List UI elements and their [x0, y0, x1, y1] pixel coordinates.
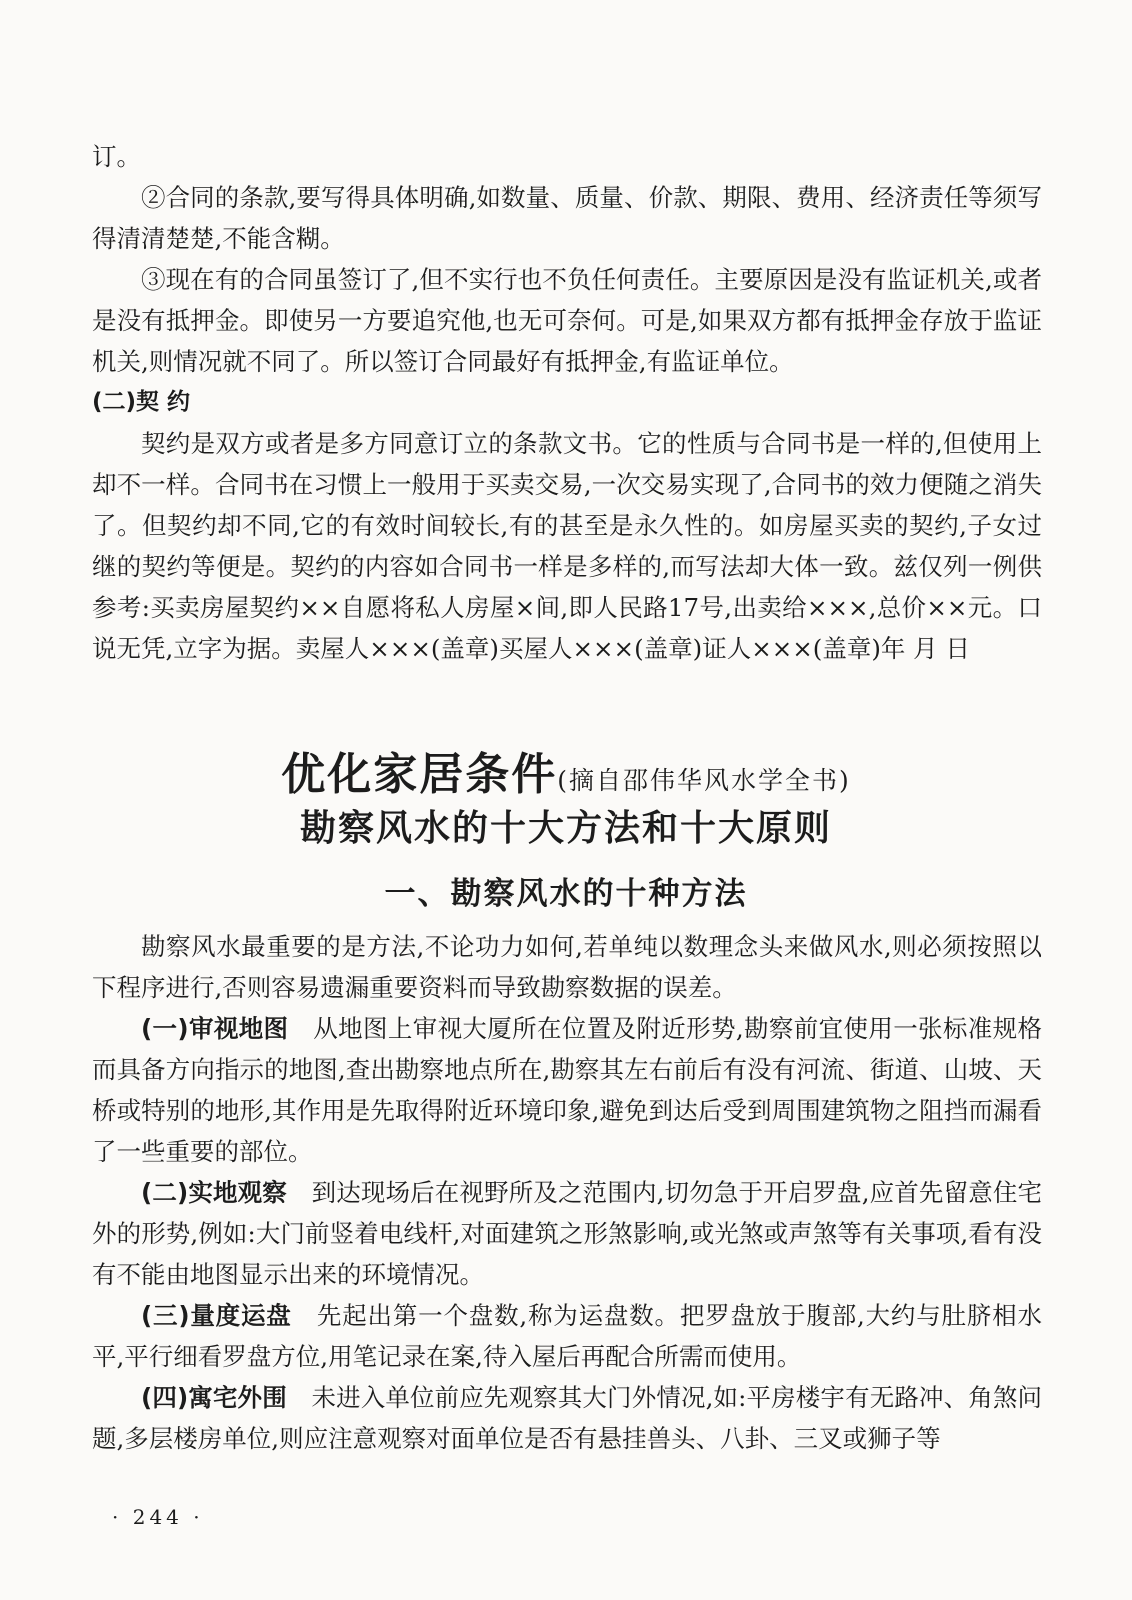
main-title: 优化家居条件 [281, 749, 558, 800]
item-text: 未进入单位前应先观察其大门外情况,如:平房楼宇有无路冲、角煞问题,多层楼房单位,则应注意观察对面单位是否有悬挂兽头、八卦、三叉或狮子等 [92, 1383, 1042, 1453]
item-lead: (四)寓宅外围 [141, 1383, 287, 1412]
list-item [92, 1172, 1042, 1295]
item-text: 先起出第一个盘数,称为运盘数。把罗盘放于腹部,大约与肚脐相水平,平行细看罗盘方位,用笔记录在案,待入屋后再配合所需而使用。 [92, 1301, 1042, 1371]
item-text: 从地图上审视大厦所在位置及附近形势,勘察前宜使用一张标准规格而具备方向指示的地图,查出勘察地点所在,勘察其左右前后有没有河流、街道、山坡、天桥或特别的地形,其作用是先取得附近环境印象,避免到达后受到周围建筑物之阻挡而漏看了一些重要的部位。 [92, 1014, 1042, 1166]
paragraph: ③现在有的合同虽签订了,但不实行也不负任何责任。主要原因是没有监证机关,或者是没有抵押金。即使另一方要追究他,也无可奈何。可是,如果双方都有抵押金存放于监证机关,则情况就不同了。所以签订合同最好有抵押金,有监证单位。 [92, 265, 1042, 376]
item-lead: (一)审视地图 [141, 1014, 289, 1043]
paragraph: 勘察风水最重要的是方法,不论功力如何,若单纯以数理念头来做风水,则必须按照以下程序进行,否则容易遗漏重要资料而导致勘察数据的误差。 [92, 932, 1042, 1002]
paragraph: 订。 [92, 142, 141, 171]
top-text-block [92, 136, 1042, 669]
article-title [0, 738, 1132, 802]
item-text: 到达现场后在视野所及之范围内,切勿急于开启罗盘,应首先留意住宅外的形势,例如:大门前竖着电线杆,对面建筑之形煞影响,或光煞或声煞等有关事项,看有没有不能由地图显示出来的环境情况。 [92, 1178, 1043, 1289]
source-note: (摘自邵伟华风水学全书) [557, 766, 851, 795]
page-number: · 244 · [112, 1505, 204, 1529]
item-lead: (三)量度运盘 [141, 1301, 292, 1330]
subtitle: 勘察风水的十大方法和十大原则 [299, 808, 832, 849]
section-title: 一、勘察风水的十种方法 [384, 876, 748, 912]
bottom-text-block [92, 926, 1042, 1459]
item-lead: (二)实地观察 [141, 1178, 287, 1207]
list-item [92, 1295, 1042, 1377]
section-heading: (二)契 约 [92, 389, 191, 415]
list-item [92, 1008, 1042, 1172]
paragraph: 契约是双方或者是多方同意订立的条款文书。它的性质与合同书是一样的,但使用上却不一样。合同书在习惯上一般用于买卖交易,一次交易实现了,合同书的效力便随之消失了。但契约却不同,它的有效时间较长,有的甚至是永久性的。如房屋买卖的契约,子女过继的契约等便是。契约的内容如合同书一样是多样的,而写法却大体一致。兹仅列一例供参考:买卖房屋契约××自愿将私人房屋×间,即人民路17号,出卖给×××,总价××元。口说无凭,立字为据。卖屋人×××(盖章)买屋人×××(盖章)证人×××(盖章)年 月 日 [92, 429, 1042, 663]
paragraph: ②合同的条款,要写得具体明确,如数量、质量、价款、期限、费用、经济责任等须写得清清楚楚,不能含糊。 [92, 183, 1042, 253]
list-item [92, 1377, 1042, 1459]
